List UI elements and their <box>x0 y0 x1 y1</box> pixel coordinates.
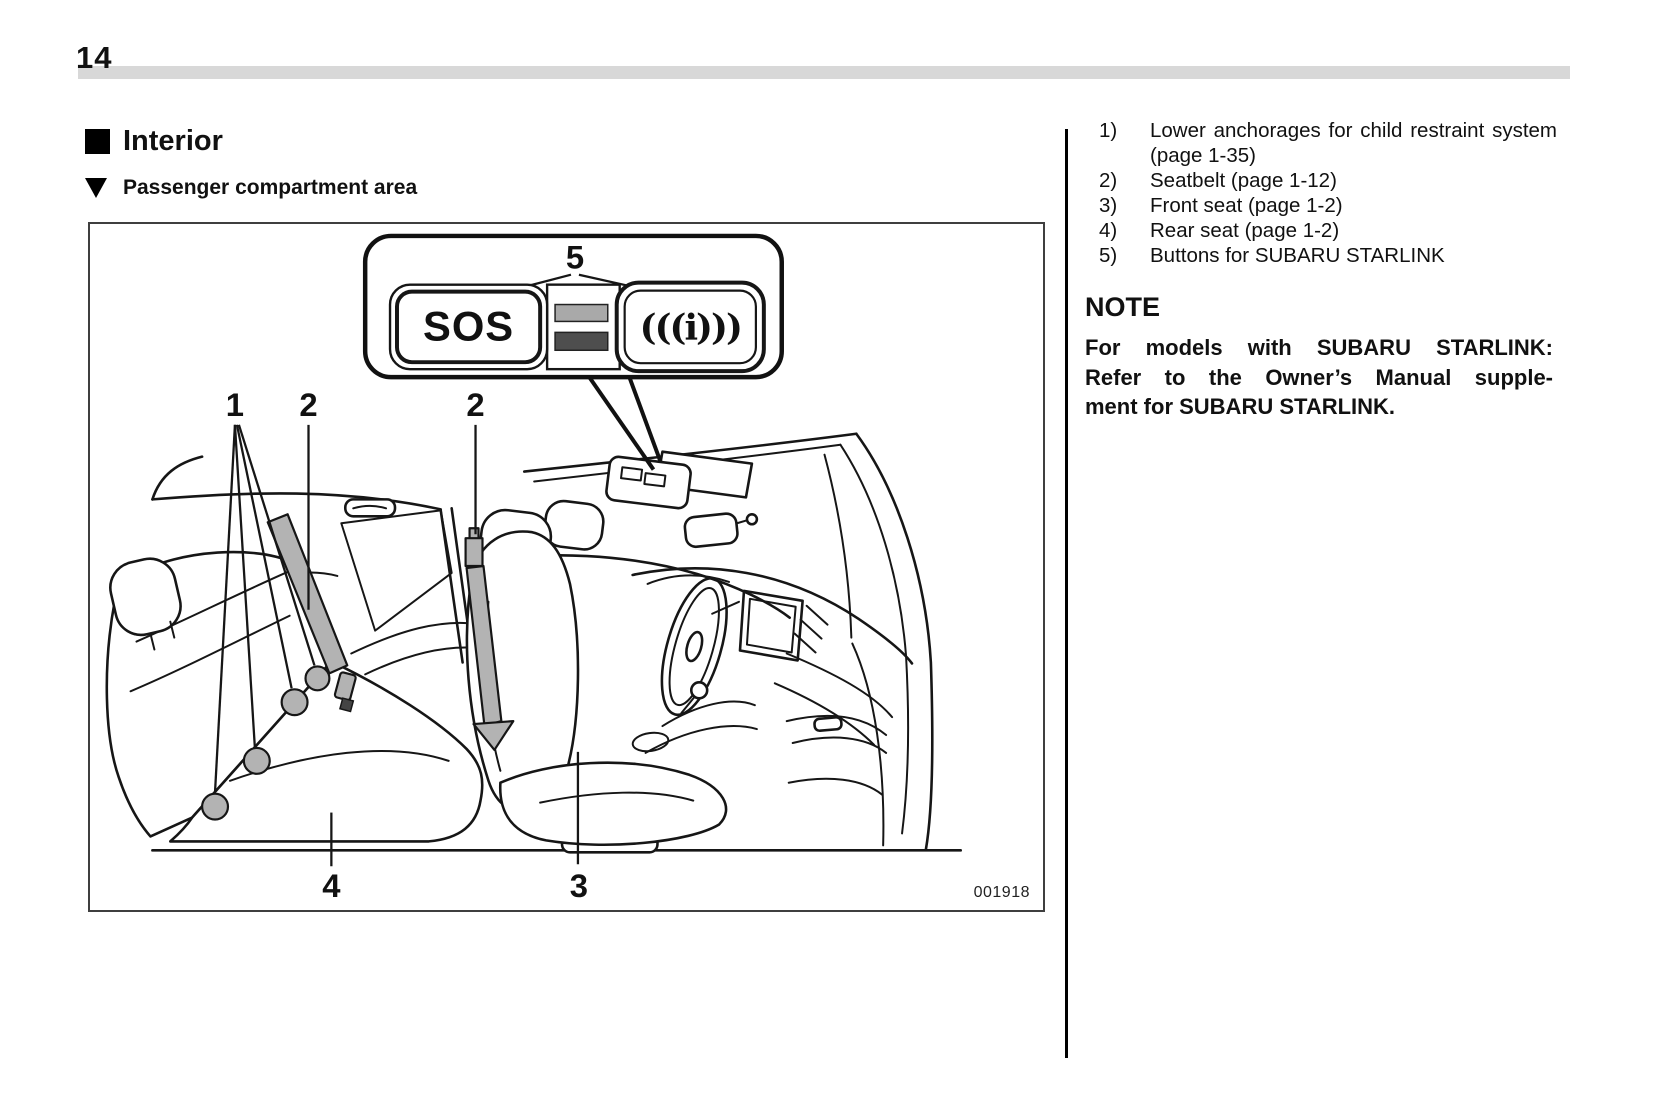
note-body <box>1085 333 1553 422</box>
legend-list <box>1099 118 1557 268</box>
legend-num: 1) <box>1099 119 1118 142</box>
note-line: ment for SUBARU STARLINK. <box>1085 394 1396 419</box>
subsection-heading <box>85 176 417 200</box>
starlink-callout <box>365 236 782 377</box>
indicator-bar-light <box>555 305 608 322</box>
legend-text: Lower anchorages for child restraint system (page 1-35) <box>1150 119 1557 167</box>
note-line: Refer to the Owner’s Manual supple- <box>1085 364 1553 390</box>
header-rule <box>78 66 1570 79</box>
front-seat-cushion <box>500 763 726 845</box>
callout-tail <box>588 375 654 469</box>
indicator-bar-dark <box>555 332 608 350</box>
legend-item <box>1099 218 1557 243</box>
note-line: For models with SUBARU STARLINK: <box>1085 335 1553 360</box>
part-label-1: 1 <box>225 385 245 423</box>
down-triangle-icon <box>85 178 107 198</box>
column-divider <box>1065 129 1068 1058</box>
legend-text: Seatbelt (page 1-12) <box>1150 169 1337 192</box>
legend-num: 2) <box>1099 169 1118 192</box>
legend-item <box>1099 168 1557 193</box>
part-label-2-front: 2 <box>466 385 485 423</box>
info-call-icon: (((i))) <box>639 306 741 349</box>
rear-window <box>341 510 451 630</box>
part-label-4: 4 <box>322 867 341 905</box>
figure-code: 001918 <box>973 884 1030 901</box>
sos-button <box>390 285 547 370</box>
legend-num: 4) <box>1099 219 1118 242</box>
part-label-3: 3 <box>569 867 589 905</box>
legend-text: Rear seat (page 1-2) <box>1150 219 1340 242</box>
door-handle <box>814 717 842 731</box>
note-block <box>1085 292 1553 422</box>
legend-item <box>1099 243 1557 268</box>
legend-item <box>1099 193 1557 218</box>
info-call-button <box>617 283 764 371</box>
sos-label: SOS <box>422 302 515 350</box>
subsection-title: Passenger compartment area <box>123 176 418 199</box>
legend-text: Buttons for SUBARU STARLINK <box>1150 244 1445 267</box>
legend-num: 3) <box>1099 194 1118 217</box>
gear-shifter <box>691 682 707 698</box>
black-square-icon <box>85 129 110 154</box>
part-label-2-rear: 2 <box>299 385 318 423</box>
section-title: Interior <box>123 125 223 157</box>
car-interior-illustration <box>90 224 1043 910</box>
page-number: 14 <box>76 40 113 75</box>
figure-passenger-compartment <box>88 222 1045 912</box>
note-title: NOTE <box>1085 292 1161 322</box>
legend-num: 5) <box>1099 244 1118 267</box>
legend-text: Front seat (page 1-2) <box>1150 194 1343 217</box>
part-label-5: 5 <box>565 238 585 276</box>
section-heading <box>85 125 223 158</box>
legend-item <box>1099 118 1557 168</box>
rearview-mirror <box>684 513 739 548</box>
